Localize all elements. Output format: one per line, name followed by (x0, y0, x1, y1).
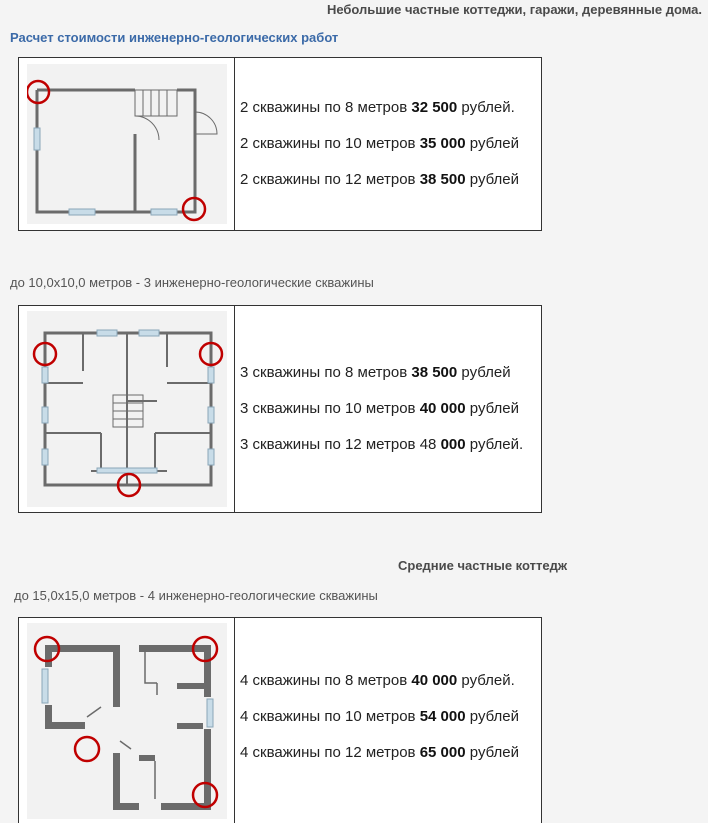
price-row: 4 скважины по 10 метров 54 000 рублей (240, 707, 519, 725)
floor-plan-15x15 (27, 623, 227, 819)
plan-cell-10x10 (19, 306, 235, 512)
note-10x10: до 10,0х10,0 метров - 3 инженерно-геологические скважины (10, 275, 374, 290)
medium-cottages-heading: Средние частные коттедж (398, 558, 568, 573)
price-row: 3 скважины по 12 метров 48 000 рублей. (240, 436, 524, 453)
price-row: 3 скважины по 8 метров 38 500 рублей (240, 364, 511, 381)
price-row: 4 скважины по 12 метров 65 000 рублей (240, 743, 519, 761)
floor-plan-small (27, 64, 227, 224)
price-row: 2 скважины по 12 метров 38 500 рублей (240, 171, 519, 188)
price-cell-small (235, 58, 541, 230)
price-cell-15x15 (235, 618, 541, 823)
calculation-title-link[interactable]: Расчет стоимости инженерно-геологических работ (10, 30, 339, 45)
price-cell-10x10 (235, 306, 541, 512)
plan-cell-small (19, 58, 235, 230)
small-cottages-heading: Небольшие частные коттеджи, гаражи, деревянные дома. (326, 2, 702, 17)
price-table-small (18, 57, 542, 231)
price-row: 2 скважины по 8 метров 32 500 рублей. (240, 99, 515, 116)
floor-plan-10x10 (27, 311, 227, 507)
price-row: 4 скважины по 8 метров 40 000 рублей. (240, 671, 515, 689)
price-row: 3 скважины по 10 метров 40 000 рублей (240, 400, 519, 417)
note-15x15: до 15,0х15,0 метров - 4 инженерно-геологические скважины (14, 588, 378, 603)
price-row: 2 скважины по 10 метров 35 000 рублей (240, 135, 519, 152)
plan-cell-15x15 (19, 618, 235, 823)
price-table-15x15 (18, 617, 542, 823)
price-table-10x10 (18, 305, 542, 513)
